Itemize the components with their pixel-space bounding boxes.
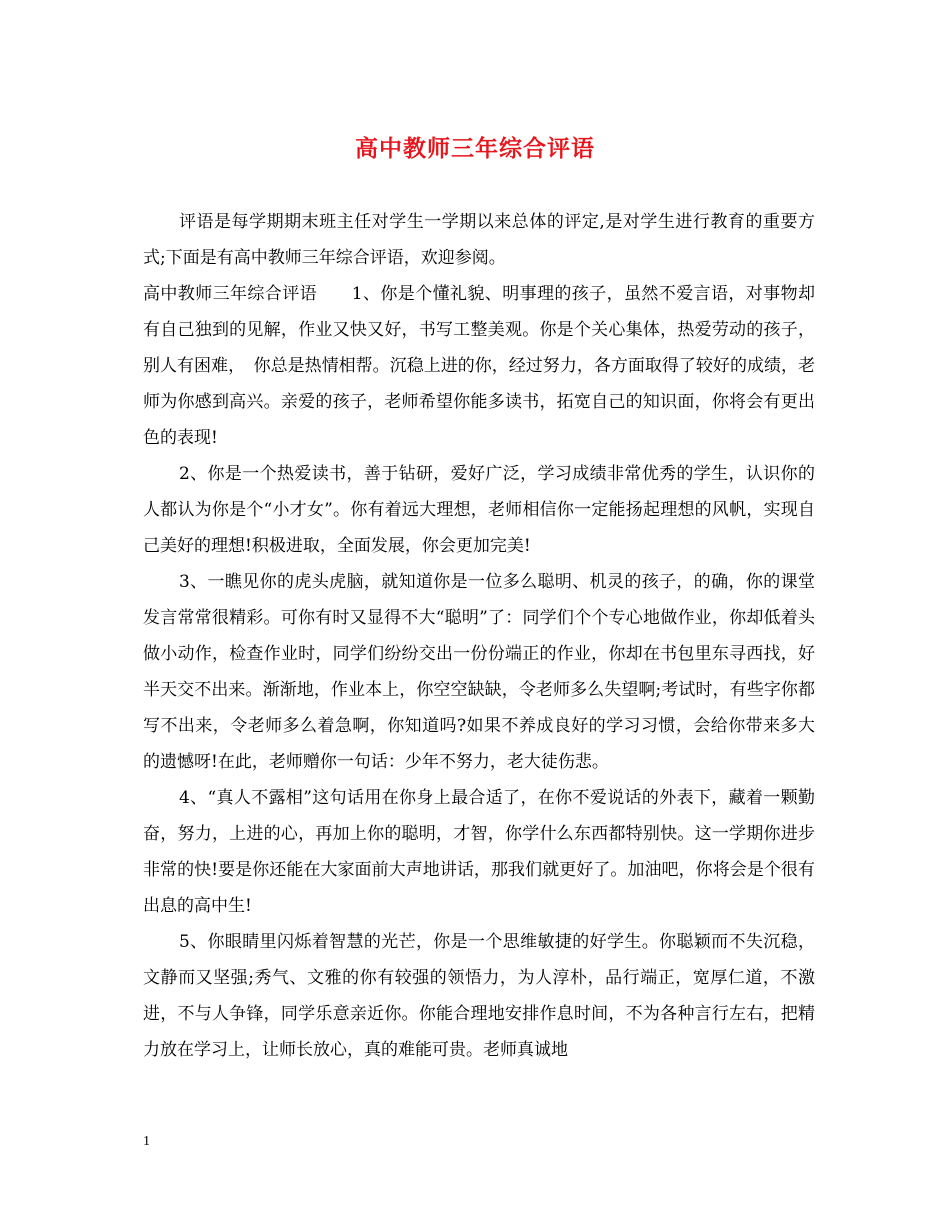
comment-paragraph-4: 4、“真人不露相”这句话用在你身上最合适了，在你不爱说话的外表下，藏着一颗勤奋，努力，上进的心，再加上你的聪明，才智，你学什么东西都特别快。这一学期你进步非常的快!要是你还能在大家面前大声地讲话，那我们就更好了。加油吧，你将会是个很有出息的高中生!	[143, 788, 815, 916]
comment-paragraph-2: 2、你是一个热爱读书，善于钻研，爱好广泛，学习成绩非常优秀的学生，认识你的人都认为你是个“小才女”。你有着远大理想，老师相信你一定能扬起理想的风帆，实现自己美好的理想!积极进取，全面发展，你会更加完美!	[143, 464, 815, 556]
comment-paragraph-1: 高中教师三年综合评语 1、你是个懂礼貌、明事理的孩子，虽然不爱言语，对事物却有自己独到的见解，作业又快又好，书写工整美观。你是个关心集体，热爱劳动的孩子，别人有困难， 你总是热情相帮。沉稳上进的你，经过努力，各方面取得了较好的成绩，老师为你感到高兴。亲爱的孩子，老师希望你能多读书，拓宽自己的知识面，你将会有更出色的表现!	[143, 284, 815, 448]
comment-paragraph-5: 5、你眼睛里闪烁着智慧的光芒，你是一个思维敏捷的好学生。你聪颖而不失沉稳，文静而又坚强;秀气、文雅的你有较强的领悟力，为人淳朴，品行端正，宽厚仁道，不激进，不与人争锋，同学乐意亲近你。你能合理地安排作息时间，不为各种言行左右，把精力放在学习上，让师长放心，真的难能可贵。老师真诚地	[143, 932, 815, 1060]
document-body	[143, 204, 815, 1068]
page-title: 高中教师三年综合评语	[355, 135, 595, 162]
intro-paragraph: 评语是每学期期末班主任对学生一学期以来总体的评定,是对学生进行教育的重要方式;下面是有高中教师三年综合评语，欢迎参阅。	[143, 212, 815, 268]
comment-paragraph-3: 3、一瞧见你的虎头虎脑，就知道你是一位多么聪明、机灵的孩子，的确，你的课堂发言常常很精彩。可你有时又显得不大“聪明”了：同学们个个专心地做作业，你却低着头做小动作，检查作业时，同学们纷纷交出一份份端正的作业，你却在书包里东寻西找，好半天交不出来。渐渐地，作业本上，你空空缺缺，令老师多么失望啊;考试时，有些字你都写不出来，令老师多么着急啊，你知道吗?如果不养成良好的学习习惯，会给你带来多大的遗憾呀!在此，老师赠你一句话：少年不努力，老大徒伤悲。	[143, 572, 815, 772]
page-number: 1	[143, 1134, 150, 1149]
